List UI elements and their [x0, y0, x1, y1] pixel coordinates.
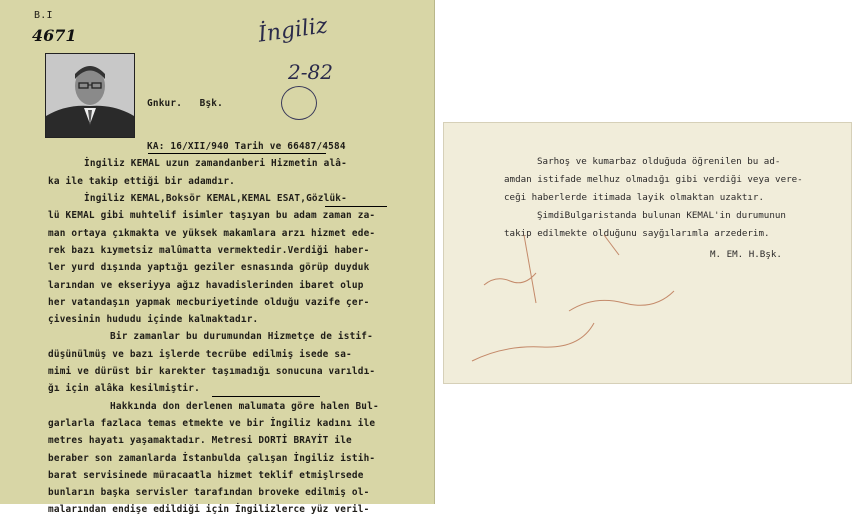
p2-line: takip edilmekte olduğunu sayğılarımla arzederim.: [504, 228, 770, 239]
p1-line: metres hayatı yaşamaktadır. Metresi DORTİ BRAYİT ile: [48, 435, 352, 446]
doc-code: B.I: [34, 10, 53, 21]
p1-line: ğı için alâka kesilmiştir.: [48, 383, 200, 394]
margin-handwriting: [444, 123, 851, 383]
underline: [212, 396, 320, 397]
p1-line: İngiliz KEMAL uzun zamandanberi Hizmetin alâ-: [84, 158, 347, 169]
stamp-circle: [281, 86, 317, 120]
p2-line: amdan istifade melhuz olmadığı gibi verdiği veya vere-: [504, 174, 803, 185]
p1-line: çivesinin hududu içinde kalmaktadır.: [48, 314, 259, 325]
p1-line: man ortaya çıkmakta ve yüksek makamlara arzı hizmet ede-: [48, 228, 376, 239]
p1-line: bunların başka servisler tarafından broveke edilmiş ol-: [48, 487, 370, 498]
p1-line: garlarla fazlaca temas etmekte ve bir İngiliz kadını ile: [48, 418, 376, 429]
p1-line: beraber son zamanlarda İstanbulda çalışan İngiliz istih-: [48, 453, 376, 464]
p1-line: Hakkında don derlenen malumata göre halen Bul-: [110, 401, 379, 412]
p1-line: ler yurd dışında yaptığı geziler esnasında görüp duyduk: [48, 262, 370, 273]
document-page-2: [443, 122, 852, 384]
doc-number: 4671: [32, 26, 77, 45]
p1-line: KA: 16/XII/940 Tarih ve 66487/4584: [147, 141, 346, 152]
handwritten-number: 2-82: [288, 60, 333, 84]
p1-line: malarından endişe edildiği için İngilizlerce yüz veril-: [48, 504, 370, 515]
p1-line: İngiliz KEMAL,Boksör KEMAL,KEMAL ESAT,Gözlük-: [84, 193, 347, 204]
portrait-photo: [45, 53, 135, 138]
p2-line: Sarhoş ve kumarbaz olduğuda öğrenilen bu ad-: [537, 156, 781, 167]
p1-line: barat servisinede müracaatla hizmet teklif etmişlrsede: [48, 470, 364, 481]
p1-line: rek bazı kıymetsiz malûmatta vermektedir.Verdiği haber-: [48, 245, 370, 256]
p1-line: larından ve ekseriyya ağız havadislerinden ibaret olup: [48, 280, 364, 291]
p1-line: düşünülmüş ve bazı işlerde tecrübe edilmiş isede sa-: [48, 349, 352, 360]
p1-line: ka ile takip ettiği bir adamdır.: [48, 176, 236, 187]
p1-line: Bir zamanlar bu durumundan Hizmetçe de istif-: [110, 331, 373, 342]
signature-line: M. EM. H.Bşk.: [710, 249, 782, 260]
p1-line: lü KEMAL gibi muhtelif isimler taşıyan bu adam zaman za-: [48, 210, 376, 221]
underline: [148, 153, 326, 154]
addressee: Gnkur. Bşk.: [147, 98, 223, 109]
handwritten-note: İngiliz: [256, 13, 330, 48]
p1-line: her vatandaşın yapmak mecburiyetinde olduğu vazife çer-: [48, 297, 370, 308]
p2-line: ceği haberlerde itimada layik olmaktan uzaktır.: [504, 192, 764, 203]
underline: [325, 206, 387, 207]
p2-line: ŞimdiBulgaristanda bulunan KEMAL'in durumunun: [537, 210, 786, 221]
p1-line: mimi ve dürüst bir karekter taşımadığı sonucuna varıldı-: [48, 366, 376, 377]
